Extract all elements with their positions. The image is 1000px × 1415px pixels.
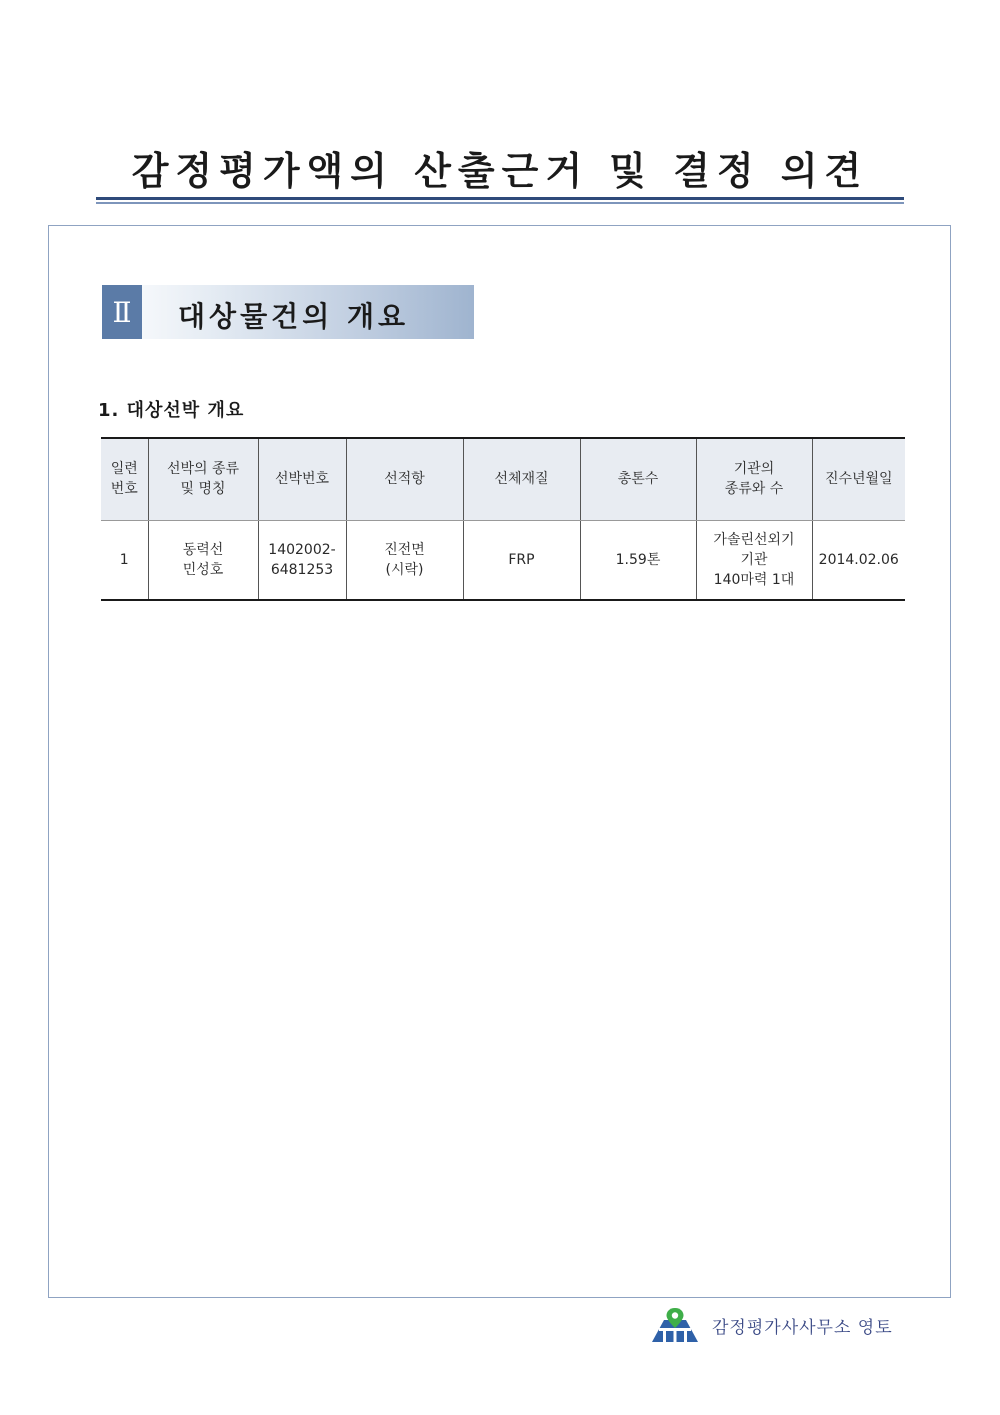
firm-logo-icon	[650, 1306, 700, 1344]
cell-ship-type-name: 동력선 민성호	[148, 520, 258, 600]
header-launch-date: 진수년월일	[812, 438, 905, 520]
section-title: 대상물건의 개요	[178, 300, 410, 333]
firm-name: 감정평가사사무소 영토	[712, 1317, 893, 1338]
cell-port-of-registry: 진전면 (시락)	[346, 520, 463, 600]
subsection-title: 1. 대상선박 개요	[98, 400, 245, 421]
header-port-of-registry: 선적항	[346, 438, 463, 520]
table-row	[101, 520, 905, 600]
footer	[650, 1306, 893, 1344]
title-rule	[96, 197, 904, 200]
cell-hull-material: FRP	[463, 520, 580, 600]
content-frame	[48, 225, 951, 1298]
cell-engine-type-count: 가솔린선외기 기관 140마력 1대	[696, 520, 812, 600]
title-rule-secondary	[96, 202, 904, 204]
cell-launch-date: 2014.02.06	[812, 520, 905, 600]
ship-overview-table	[101, 437, 905, 601]
page-title: 감정평가액의 산출근거 및 결정 의견	[131, 149, 869, 193]
cell-serial-no: 1	[101, 520, 148, 600]
cell-ship-number: 1402002- 6481253	[258, 520, 346, 600]
table-header-row	[101, 438, 905, 520]
header-ship-number: 선박번호	[258, 438, 346, 520]
section-number: Ⅱ	[102, 285, 142, 339]
cell-gross-tonnage: 1.59톤	[580, 520, 696, 600]
header-engine-type-count: 기관의 종류와 수	[696, 438, 812, 520]
header-serial-no: 일련 번호	[101, 438, 148, 520]
header-ship-type-name: 선박의 종류 및 명칭	[148, 438, 258, 520]
header-gross-tonnage: 총톤수	[580, 438, 696, 520]
header-hull-material: 선체재질	[463, 438, 580, 520]
